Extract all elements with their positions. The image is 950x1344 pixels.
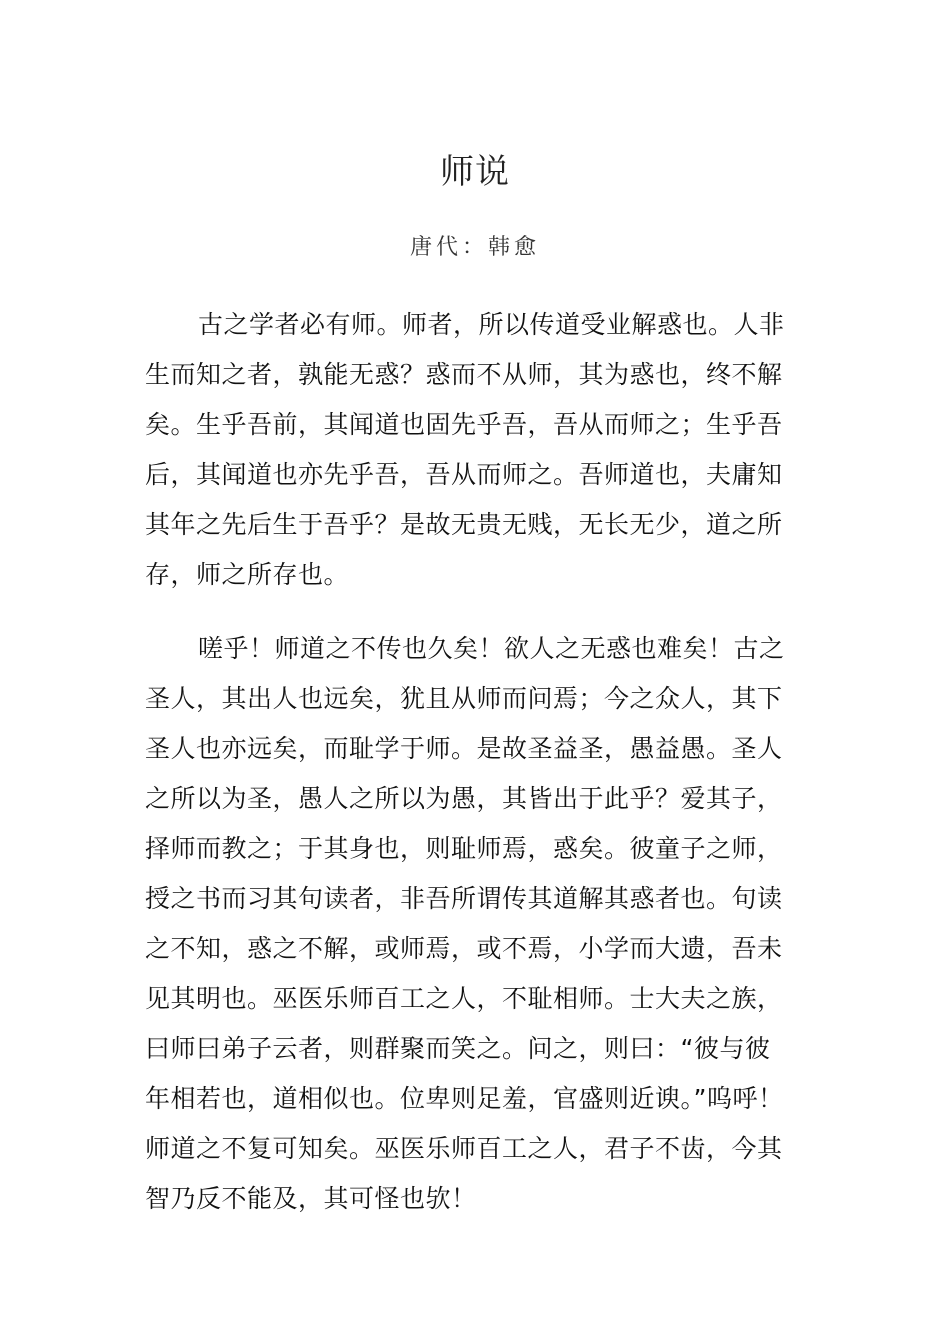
text-line: 授之书而习其句读者，非吾所谓传其道解其惑者也。句读 xyxy=(145,884,783,913)
text-line: 存，师之所存也。 xyxy=(145,560,350,589)
text-line: 年相若也，道相似也。位卑则足羞，官盛则近谀。”呜呼！ xyxy=(145,1084,784,1113)
author-line: 唐代：韩愈 xyxy=(409,235,540,260)
text-line: 择师而教之；于其身也，则耻师焉，惑矣。彼童子之师， xyxy=(145,834,783,863)
text-line: 之所以为圣，愚人之所以为愚，其皆出于此乎？爱其子， xyxy=(145,784,783,813)
text-line: 圣人，其出人也远矣，犹且从师而问焉；今之众人，其下 xyxy=(145,684,783,713)
text-line: 见其明也。巫医乐师百工之人，不耻相师。士大夫之族， xyxy=(145,984,783,1013)
text-line: 智乃反不能及，其可怪也欤！ xyxy=(145,1184,477,1213)
text-line: 古之学者必有师。师者，所以传道受业解惑也。人非 xyxy=(198,310,785,339)
document-title: 师说 xyxy=(440,152,510,192)
text-line: 其年之先后生于吾乎？是故无贵无贱，无长无少，道之所 xyxy=(145,510,783,539)
paragraph-2 xyxy=(145,624,845,1224)
document-body xyxy=(145,300,845,1224)
text-line: 后，其闻道也亦先乎吾，吾从而师之。吾师道也，夫庸知 xyxy=(145,460,783,489)
text-line: 圣人也亦远矣，而耻学于师。是故圣益圣，愚益愚。圣人 xyxy=(145,734,783,763)
paragraph-1 xyxy=(145,300,845,600)
text-line: 师道之不复可知矣。巫医乐师百工之人，君子不齿，今其 xyxy=(145,1134,783,1163)
text-line: 曰师曰弟子云者，则群聚而笑之。问之，则曰：“彼与彼 xyxy=(145,1034,771,1063)
text-line: 之不知，惑之不解，或师焉，或不焉，小学而大遗，吾未 xyxy=(145,934,783,963)
text-line: 生而知之者，孰能无惑？惑而不从师，其为惑也，终不解 xyxy=(145,360,783,389)
text-line: 矣。生乎吾前，其闻道也固先乎吾，吾从而师之；生乎吾 xyxy=(145,410,783,439)
text-line: 嗟乎！师道之不传也久矣！欲人之无惑也难矣！古之 xyxy=(198,634,785,663)
paragraph-spacer xyxy=(145,600,845,624)
